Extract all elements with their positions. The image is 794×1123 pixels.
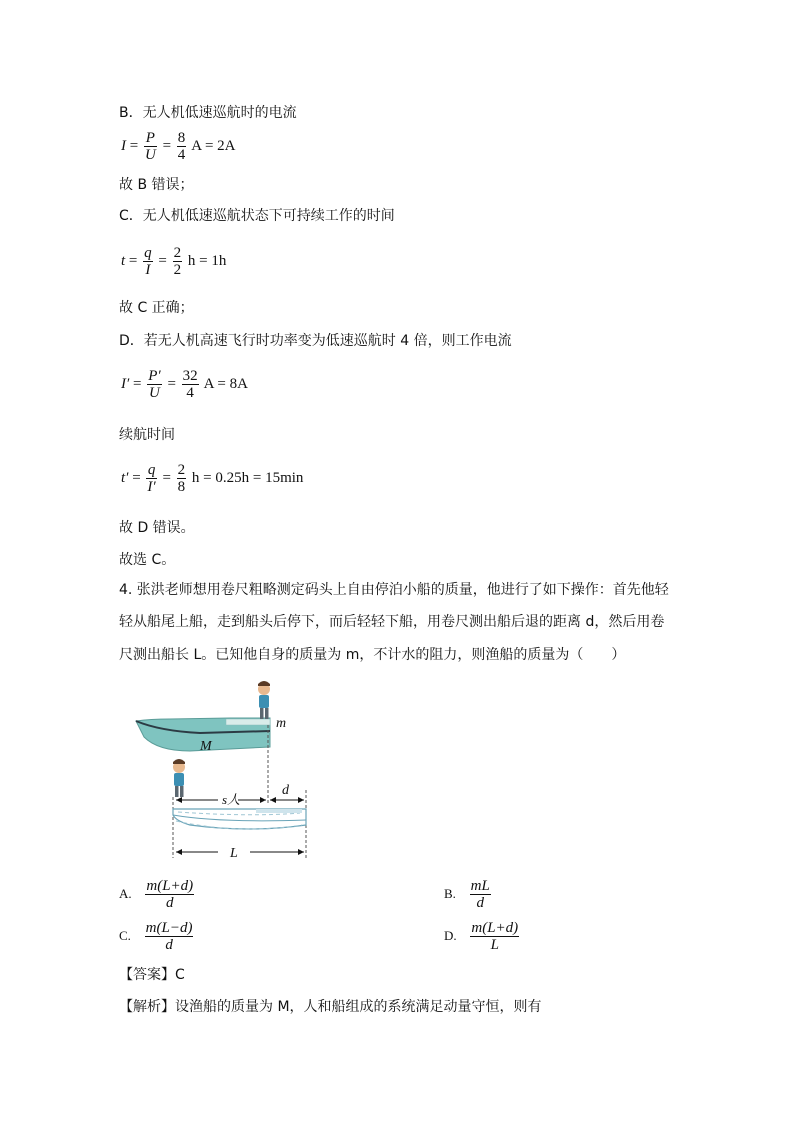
option-c[interactable] — [119, 920, 195, 953]
formula-fraction: $\frac{8}{4}$ — [177, 130, 186, 163]
option-letter: B. — [444, 885, 456, 901]
label-d: d — [282, 783, 289, 798]
formula-fraction: $\frac{2}{2}$ — [173, 245, 182, 278]
formula-fraction: $\frac{2}{8}$ — [177, 462, 186, 495]
option-c-heading: C．无人机低速巡航状态下可持续工作的时间 — [119, 208, 395, 224]
formula-current-low — [121, 130, 236, 163]
option-b-heading: B．无人机低速巡航时的电流 — [119, 105, 297, 121]
option-d-conclusion: 故 D 错误。 — [119, 520, 195, 536]
person-on-boat-icon — [258, 681, 270, 719]
formula-lhs: I — [121, 137, 126, 154]
option-c-conclusion: 故 C 正确； — [119, 300, 194, 316]
formula-eq: = — [162, 137, 172, 154]
formula-time-low — [121, 245, 226, 278]
label-L: L — [230, 846, 238, 861]
option-fraction: $\frac{m(L-d)}{d}$ — [145, 920, 193, 953]
formula-lhs: t′ — [121, 469, 129, 486]
formula-eq: = — [128, 252, 138, 269]
label-m: m — [276, 716, 287, 731]
formula-eq: = — [167, 375, 176, 392]
formula-fraction: $\frac{P}{U}$ — [144, 130, 156, 163]
formula-result: h = 1h — [187, 252, 227, 269]
previous-answer: 故选 C。 — [119, 552, 176, 568]
formula-eq: = — [132, 469, 141, 486]
formula-eq: = — [129, 137, 139, 154]
formula-fraction: $\frac{32}{4}$ — [182, 368, 198, 401]
formula-eq: = — [162, 469, 171, 486]
option-b[interactable] — [444, 878, 493, 911]
answer-line: 【答案】C — [119, 967, 185, 983]
formula-fraction: $\frac{P'}{U}$ — [148, 368, 161, 401]
person-on-dock-icon — [173, 759, 185, 797]
option-a[interactable] — [119, 878, 196, 911]
option-letter: A. — [119, 885, 132, 901]
formula-fraction: $\frac{q}{I'}$ — [147, 462, 156, 495]
formula-result: h = 0.25h = 15min — [191, 469, 304, 486]
analysis-line: 【解析】设渔船的质量为 M，人和船组成的系统满足动量守恒，则有 — [119, 999, 542, 1015]
formula-eq: = — [158, 252, 167, 269]
option-fraction: $\frac{m(L+d)}{L}$ — [471, 920, 519, 953]
option-fraction: $\frac{mL}{d}$ — [470, 878, 490, 911]
formula-eq: = — [133, 375, 142, 392]
option-letter: D. — [444, 927, 457, 943]
option-d-mid-text: 续航时间 — [119, 427, 175, 443]
question-4-line-1: 4. 张洪老师想用卷尺粗略测定码头上自由停泊小船的质量，他进行了如下操作：首先他轻 — [119, 582, 669, 598]
boat-figure — [130, 675, 330, 865]
formula-lhs: I′ — [121, 375, 130, 392]
option-fraction: $\frac{m(L+d)}{d}$ — [146, 878, 194, 911]
formula-time-high — [121, 462, 303, 495]
question-4-line-2: 轻从船尾上船，走到船头后停下，而后轻轻下船，用卷尺测出船后退的距离 d，然后用卷 — [119, 614, 665, 630]
option-letter: C. — [119, 927, 131, 943]
label-s: s人 — [222, 792, 241, 807]
option-b-conclusion: 故 B 错误； — [119, 177, 194, 193]
formula-current-high — [121, 368, 248, 401]
boat-lower-outline — [173, 809, 306, 829]
option-d-heading: D．若无人机高速飞行时功率变为低速巡航时 4 倍，则工作电流 — [119, 333, 512, 349]
option-d[interactable] — [444, 920, 521, 953]
formula-result: A = 8A — [203, 375, 248, 392]
formula-fraction: $\frac{q}{I}$ — [144, 245, 152, 278]
formula-lhs: t — [121, 252, 126, 269]
label-M: M — [200, 739, 212, 754]
formula-result: A = 2A — [191, 137, 236, 154]
question-4-line-3: 尺测出船长 L。已知他自身的质量为 m，不计水的阻力，则渔船的质量为（ ） — [119, 647, 626, 663]
